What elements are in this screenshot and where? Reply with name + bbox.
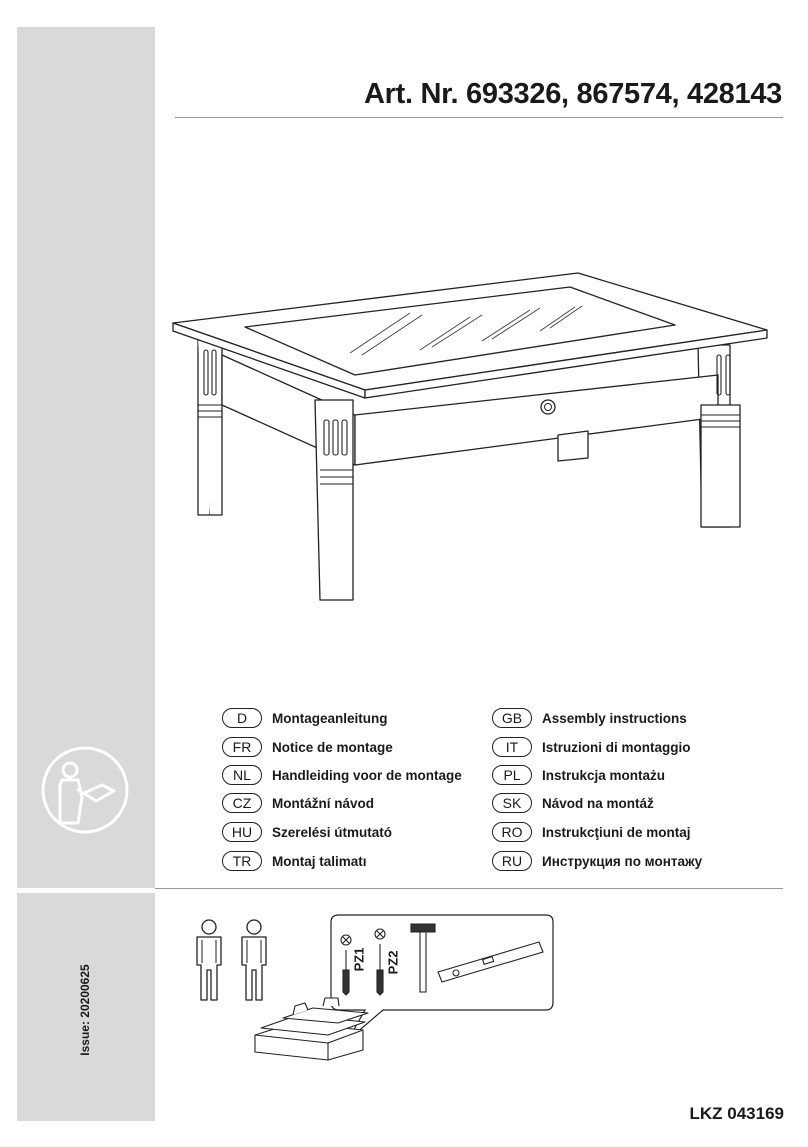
language-label: Instrukcţiuni de montaj xyxy=(542,824,691,840)
language-label: Návod na montáž xyxy=(542,795,654,811)
language-code: IT xyxy=(492,737,532,757)
language-code: HU xyxy=(222,822,262,842)
language-code: SK xyxy=(492,793,532,813)
language-code: PL xyxy=(492,765,532,785)
language-code: TR xyxy=(222,851,262,871)
language-label: Montážní návod xyxy=(272,795,374,811)
language-label: Handleiding voor de montage xyxy=(272,767,462,783)
language-code: NL xyxy=(222,765,262,785)
language-item xyxy=(492,850,702,872)
language-item xyxy=(492,821,691,843)
language-code: GB xyxy=(492,708,532,728)
tools-callout xyxy=(253,910,563,1065)
language-item xyxy=(492,707,687,729)
language-item xyxy=(222,707,388,729)
language-item xyxy=(222,764,462,786)
language-label: Assembly instructions xyxy=(542,710,687,726)
language-item xyxy=(492,764,665,786)
document-code: LKZ 043169 xyxy=(689,1104,784,1123)
language-item xyxy=(492,736,691,758)
title-divider xyxy=(175,117,783,118)
language-label: Szerelési útmutató xyxy=(272,824,393,840)
language-item xyxy=(222,850,367,872)
language-item xyxy=(222,792,374,814)
tool-label-pz2: PZ2 xyxy=(385,950,401,975)
language-label: Notice de montage xyxy=(272,739,393,755)
language-code: FR xyxy=(222,737,262,757)
language-item xyxy=(222,736,393,758)
tool-label-pz1: PZ1 xyxy=(351,947,367,972)
language-code: RO xyxy=(492,822,532,842)
language-label: Istruzioni di montaggio xyxy=(542,739,691,755)
read-manual-icon xyxy=(40,745,130,835)
language-code: RU xyxy=(492,851,532,871)
language-label: Montageanleitung xyxy=(272,710,388,726)
language-code: CZ xyxy=(222,793,262,813)
page-title: Art. Nr. 693326, 867574, 428143 xyxy=(364,78,782,110)
issue-date: Issue: 20200625 xyxy=(78,964,92,1056)
language-code: D xyxy=(222,708,262,728)
coffee-table-illustration xyxy=(170,265,770,610)
language-label: Инструкция по монтажу xyxy=(542,853,703,869)
language-list xyxy=(222,707,792,877)
language-item xyxy=(222,821,392,843)
language-label: Montaj talimatı xyxy=(272,853,367,869)
language-item xyxy=(492,792,654,814)
language-label: Instrukcja montażu xyxy=(542,767,666,783)
section-divider xyxy=(155,888,783,889)
